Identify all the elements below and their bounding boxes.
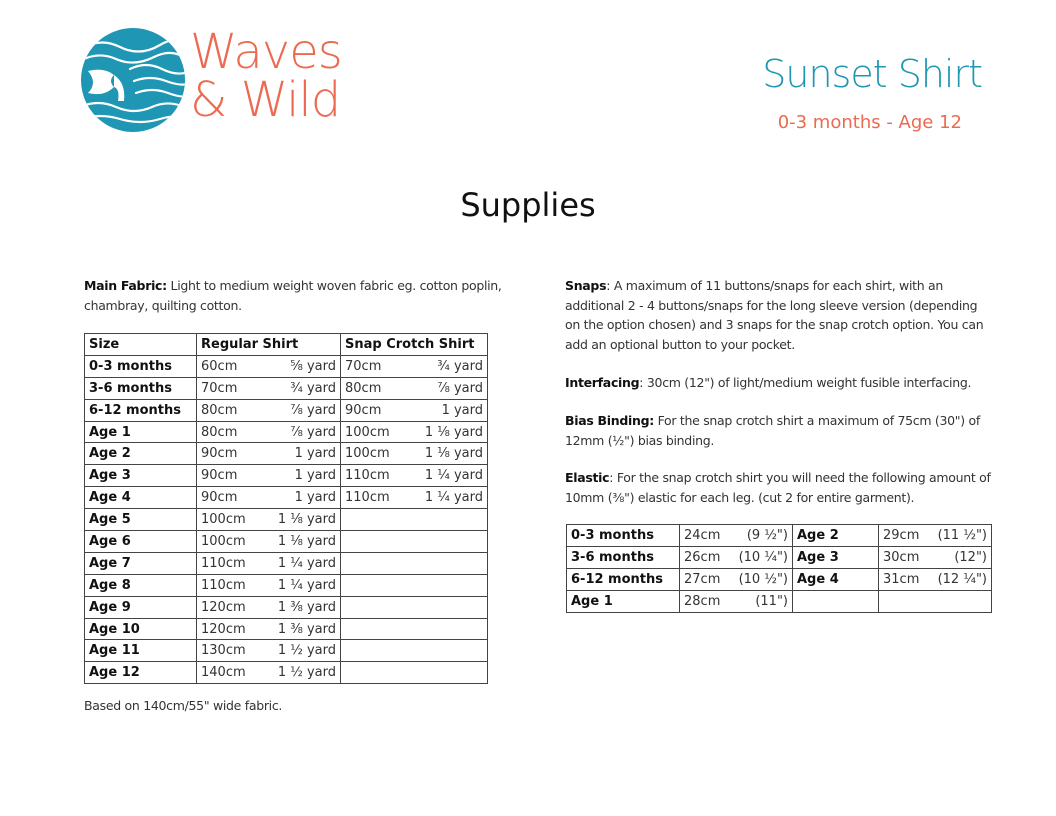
snap-crotch-cm: 110cm xyxy=(345,468,390,484)
size-cell xyxy=(85,640,197,662)
table-header-row xyxy=(85,334,488,356)
size-cell xyxy=(85,399,197,421)
column-header-label: Snap Crotch Shirt xyxy=(345,336,475,352)
main-fabric-label: Main Fabric: xyxy=(84,278,167,293)
size-cell xyxy=(567,569,680,591)
regular-yard: ⅞ yard xyxy=(290,402,336,418)
table-row xyxy=(85,509,488,531)
pattern-title: Sunset Shirt xyxy=(762,52,982,96)
table-row xyxy=(85,465,488,487)
regular-shirt-cell xyxy=(197,640,341,662)
table-row xyxy=(85,662,488,684)
elastic-cm: 28cm xyxy=(684,594,721,609)
snap-crotch-cell xyxy=(341,509,488,531)
regular-shirt-cell xyxy=(197,377,341,399)
regular-shirt-cell xyxy=(197,662,341,684)
regular-cm: 60cm xyxy=(201,358,238,374)
elastic-length-cell xyxy=(680,525,793,547)
waves-wild-logo-icon xyxy=(80,27,186,133)
size-label: Age 1 xyxy=(571,594,613,609)
regular-shirt-cell xyxy=(197,465,341,487)
regular-shirt-cell xyxy=(197,421,341,443)
regular-cm: 70cm xyxy=(201,380,238,396)
snap-crotch-cell xyxy=(341,377,488,399)
snap-crotch-cm: 90cm xyxy=(345,402,382,418)
elastic-length-cell xyxy=(680,547,793,569)
column-header-label: Size xyxy=(89,336,120,352)
table-row xyxy=(85,552,488,574)
size-label: Age 4 xyxy=(797,572,839,587)
snap-crotch-cell xyxy=(341,531,488,553)
regular-yard: 1 ⅛ yard xyxy=(277,512,336,528)
table-row xyxy=(85,618,488,640)
snap-crotch-cm: 80cm xyxy=(345,380,382,396)
pattern-size-range: 0-3 months - Age 12 xyxy=(777,112,962,133)
snap-crotch-yard: 1 ¼ yard xyxy=(424,468,483,484)
regular-yard: 1 yard xyxy=(294,446,336,462)
regular-yard: ⅝ yard xyxy=(290,358,336,374)
regular-shirt-cell xyxy=(197,552,341,574)
regular-cm: 80cm xyxy=(201,424,238,440)
regular-shirt-cell xyxy=(197,355,341,377)
size-label: Age 3 xyxy=(797,550,839,565)
brand-wordmark xyxy=(190,24,342,128)
elastic-inches: (11") xyxy=(755,594,788,609)
size-cell xyxy=(85,487,197,509)
size-cell xyxy=(793,591,879,613)
size-cell xyxy=(85,618,197,640)
regular-cm: 140cm xyxy=(201,665,246,681)
snap-crotch-yard: 1 ¼ yard xyxy=(424,490,483,506)
regular-shirt-cell xyxy=(197,443,341,465)
snap-crotch-cell xyxy=(341,662,488,684)
size-label: 0-3 months xyxy=(89,358,172,374)
bias-binding-paragraph xyxy=(565,411,995,450)
size-label: 3-6 months xyxy=(89,380,172,396)
table-row xyxy=(567,569,992,591)
snap-crotch-cell xyxy=(341,552,488,574)
size-label: Age 1 xyxy=(89,424,131,440)
regular-cm: 110cm xyxy=(201,577,246,593)
elastic-lengths-table xyxy=(566,524,992,613)
page-heading: Supplies xyxy=(460,186,596,224)
size-cell xyxy=(85,465,197,487)
elastic-cm: 24cm xyxy=(684,528,721,543)
size-cell xyxy=(85,574,197,596)
elastic-length-cell xyxy=(680,569,793,591)
regular-yard: 1 yard xyxy=(294,468,336,484)
table-row xyxy=(85,421,488,443)
table-row xyxy=(567,547,992,569)
snap-crotch-yard: 1 ⅛ yard xyxy=(424,424,483,440)
regular-shirt-cell xyxy=(197,574,341,596)
regular-cm: 100cm xyxy=(201,533,246,549)
regular-yard: 1 ⅛ yard xyxy=(277,533,336,549)
elastic-length-cell xyxy=(879,547,992,569)
elastic-length-cell xyxy=(879,591,992,613)
table-row xyxy=(85,640,488,662)
main-fabric-paragraph xyxy=(84,276,504,315)
snap-crotch-cell xyxy=(341,399,488,421)
elastic-length-cell xyxy=(879,525,992,547)
regular-shirt-cell xyxy=(197,509,341,531)
fabric-width-footnote: Based on 140cm/55" wide fabric. xyxy=(84,698,283,713)
regular-cm: 110cm xyxy=(201,555,246,571)
interfacing-text: : 30cm (12") of light/medium weight fusible interfacing. xyxy=(639,375,972,390)
regular-cm: 100cm xyxy=(201,512,246,528)
table-row xyxy=(85,487,488,509)
table-row xyxy=(85,355,488,377)
regular-shirt-cell xyxy=(197,399,341,421)
elastic-length-cell xyxy=(879,569,992,591)
regular-yard: 1 ¼ yard xyxy=(277,555,336,571)
table-row xyxy=(567,525,992,547)
size-label: 0-3 months xyxy=(571,528,654,543)
size-cell xyxy=(85,552,197,574)
size-label: Age 7 xyxy=(89,555,131,571)
size-cell xyxy=(85,509,197,531)
elastic-cm: 27cm xyxy=(684,572,721,587)
size-label: Age 10 xyxy=(89,621,140,637)
elastic-cm: 26cm xyxy=(684,550,721,565)
size-label: 6-12 months xyxy=(571,572,663,587)
table-row xyxy=(85,531,488,553)
regular-yard: 1 ½ yard xyxy=(277,643,336,659)
snap-crotch-cell xyxy=(341,443,488,465)
snap-crotch-cm: 100cm xyxy=(345,446,390,462)
size-cell xyxy=(85,596,197,618)
snap-crotch-yard: 1 ⅛ yard xyxy=(424,446,483,462)
size-label: Age 9 xyxy=(89,599,131,615)
size-cell xyxy=(85,531,197,553)
size-label: Age 12 xyxy=(89,665,140,681)
table-row xyxy=(85,596,488,618)
column-header xyxy=(341,334,488,356)
snap-crotch-cm: 100cm xyxy=(345,424,390,440)
size-cell xyxy=(567,547,680,569)
snap-crotch-yard: ⅞ yard xyxy=(437,380,483,396)
size-label: Age 8 xyxy=(89,577,131,593)
size-label: 3-6 months xyxy=(571,550,654,565)
size-cell xyxy=(567,525,680,547)
elastic-inches: (12 ¼") xyxy=(937,572,987,587)
column-header-label: Regular Shirt xyxy=(201,336,299,352)
snap-crotch-cm: 110cm xyxy=(345,490,390,506)
regular-cm: 80cm xyxy=(201,402,238,418)
regular-cm: 120cm xyxy=(201,599,246,615)
elastic-inches: (12") xyxy=(954,550,987,565)
snaps-text: : A maximum of 11 buttons/snaps for each shirt, with an additional 2 - 4 buttons/snaps for the long sleeve version (depending on the option chosen) and 3 snaps for the snap crotch option. You can add an optional button to your pocket. xyxy=(565,278,984,352)
elastic-inches: (9 ½") xyxy=(746,528,788,543)
regular-shirt-cell xyxy=(197,618,341,640)
elastic-cm: 31cm xyxy=(883,572,920,587)
regular-yard: 1 ¼ yard xyxy=(277,577,336,593)
regular-yard: 1 ⅜ yard xyxy=(277,599,336,615)
snap-crotch-cell xyxy=(341,487,488,509)
elastic-label: Elastic xyxy=(565,470,610,485)
regular-cm: 90cm xyxy=(201,468,238,484)
regular-shirt-cell xyxy=(197,596,341,618)
regular-cm: 90cm xyxy=(201,490,238,506)
brand-line-2: & Wild xyxy=(190,72,341,128)
size-label: Age 11 xyxy=(89,643,140,659)
regular-yard: ⅞ yard xyxy=(290,424,336,440)
snap-crotch-cell xyxy=(341,465,488,487)
column-header xyxy=(85,334,197,356)
snap-crotch-cm: 70cm xyxy=(345,358,382,374)
elastic-length-cell xyxy=(680,591,793,613)
size-cell xyxy=(793,569,879,591)
regular-cm: 90cm xyxy=(201,446,238,462)
interfacing-label: Interfacing xyxy=(565,375,640,390)
size-label: 6-12 months xyxy=(89,402,181,418)
elastic-cm: 30cm xyxy=(883,550,920,565)
size-label: Age 2 xyxy=(797,528,839,543)
size-cell xyxy=(85,662,197,684)
regular-shirt-cell xyxy=(197,531,341,553)
snap-crotch-cell xyxy=(341,574,488,596)
size-label: Age 3 xyxy=(89,468,131,484)
size-label: Age 4 xyxy=(89,490,131,506)
size-cell xyxy=(567,591,680,613)
regular-shirt-cell xyxy=(197,487,341,509)
snap-crotch-cell xyxy=(341,618,488,640)
fabric-requirements-table xyxy=(84,333,488,684)
main-fabric-text: Light to medium weight woven fabric eg. cotton poplin, chambray, quilting cotton. xyxy=(84,278,502,313)
table-row xyxy=(85,377,488,399)
regular-yard: 1 ⅜ yard xyxy=(277,621,336,637)
size-cell xyxy=(793,525,879,547)
size-cell xyxy=(85,421,197,443)
interfacing-paragraph xyxy=(565,373,995,393)
bias-binding-label: Bias Binding: xyxy=(565,413,654,428)
elastic-inches: (10 ¼") xyxy=(738,550,788,565)
snap-crotch-yard: 1 yard xyxy=(441,402,483,418)
size-label: Age 6 xyxy=(89,533,131,549)
brand-line-1: Waves xyxy=(190,24,342,80)
table-row xyxy=(85,399,488,421)
snap-crotch-yard: ¾ yard xyxy=(437,358,483,374)
elastic-text: : For the snap crotch shirt you will need the following amount of 10mm (⅜") elastic for each leg. (cut 2 for entire garment). xyxy=(565,470,991,505)
size-label: Age 5 xyxy=(89,512,131,528)
regular-cm: 120cm xyxy=(201,621,246,637)
snaps-paragraph xyxy=(565,276,995,354)
regular-cm: 130cm xyxy=(201,643,246,659)
snap-crotch-cell xyxy=(341,421,488,443)
elastic-inches: (11 ½") xyxy=(937,528,987,543)
snap-crotch-cell xyxy=(341,596,488,618)
size-cell xyxy=(85,443,197,465)
table-row xyxy=(85,574,488,596)
size-label: Age 2 xyxy=(89,446,131,462)
regular-yard: ¾ yard xyxy=(290,380,336,396)
table-row xyxy=(567,591,992,613)
size-cell xyxy=(85,355,197,377)
table-row xyxy=(85,443,488,465)
regular-yard: 1 yard xyxy=(294,490,336,506)
size-cell xyxy=(85,377,197,399)
snap-crotch-cell xyxy=(341,640,488,662)
elastic-paragraph xyxy=(565,468,995,507)
column-header xyxy=(197,334,341,356)
snap-crotch-cell xyxy=(341,355,488,377)
snaps-label: Snaps xyxy=(565,278,607,293)
elastic-inches: (10 ½") xyxy=(738,572,788,587)
size-cell xyxy=(793,547,879,569)
regular-yard: 1 ½ yard xyxy=(277,665,336,681)
elastic-cm: 29cm xyxy=(883,528,920,543)
bias-binding-text: For the snap crotch shirt a maximum of 75cm (30") of 12mm (½") bias binding. xyxy=(565,413,980,448)
